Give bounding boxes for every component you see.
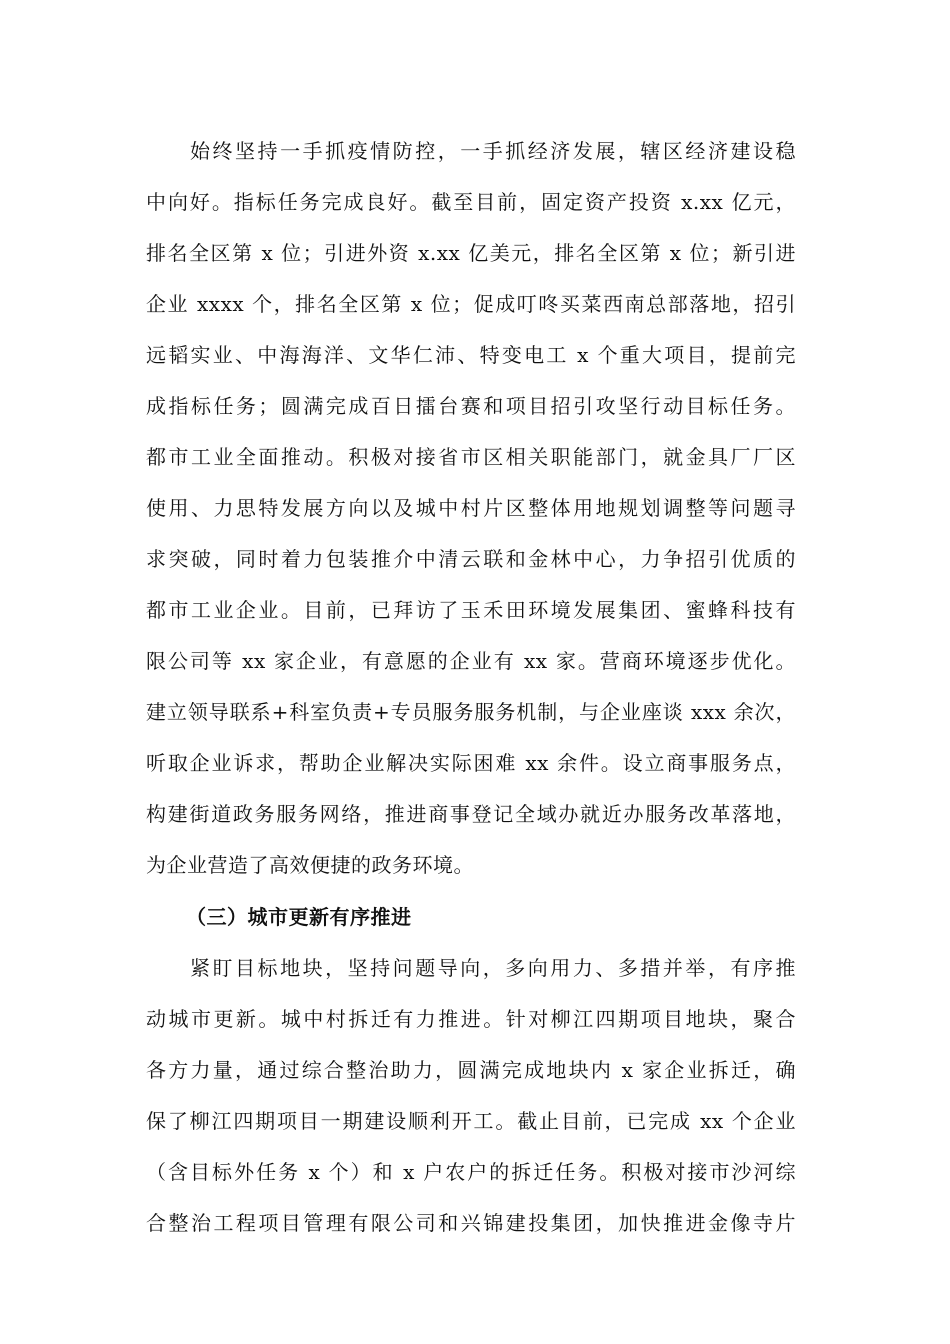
paragraph-line: 排名全区第 x 位；引进外资 x.xx 亿美元，排名全区第 x 位；新引进: [146, 241, 796, 265]
paragraph-line: 保了柳江四期项目一期建设顺利开工。截止目前，已完成 xx 个企业: [146, 1109, 796, 1133]
paragraph-line: （含目标外任务 x 个）和 x 户农户的拆迁任务。积极对接市沙河综: [146, 1160, 796, 1184]
paragraph-line: 为企业营造了高效便捷的政务环境。: [146, 853, 474, 877]
paragraph-line: 构建街道政务服务网络，推进商事登记全域办就近办服务改革落地，: [146, 802, 796, 826]
paragraph-line: 远韬实业、中海海洋、文华仁沛、特变电工 x 个重大项目，提前完: [146, 343, 796, 367]
paragraph-line: 限公司等 xx 家企业，有意愿的企业有 xx 家。营商环境逐步优化。: [146, 649, 796, 673]
paragraph-line: 合整治工程项目管理有限公司和兴锦建投集团，加快推进金像寺片: [146, 1211, 796, 1235]
paragraph-line: 动城市更新。城中村拆迁有力推进。针对柳江四期项目地块，聚合: [146, 1007, 796, 1031]
paragraph-line: 始终坚持一手抓疫情防控，一手抓经济发展，辖区经济建设稳: [190, 139, 796, 163]
paragraph-line: 求突破，同时着力包装推介中清云联和金林中心，力争招引优质的: [146, 547, 796, 571]
paragraph-line: 听取企业诉求，帮助企业解决实际困难 xx 余件。设立商事服务点，: [146, 751, 796, 775]
paragraph-line: 都市工业企业。目前，已拜访了玉禾田环境发展集团、蜜蜂科技有: [146, 598, 796, 622]
paragraph-line: 成指标任务；圆满完成百日擂台赛和项目招引攻坚行动目标任务。: [146, 394, 796, 418]
paragraph-line: 建立领导联系+科室负责+专员服务服务机制，与企业座谈 xxx 余次，: [146, 700, 796, 724]
paragraph-line: 紧盯目标地块，坚持问题导向，多向用力、多措并举，有序推: [190, 956, 796, 980]
section-heading: （三）城市更新有序推进: [186, 905, 412, 929]
paragraph-line: 各方力量，通过综合整治助力，圆满完成地块内 x 家企业拆迁，确: [146, 1058, 796, 1082]
paragraph-line: 企业 xxxx 个，排名全区第 x 位；促成叮咚买菜西南总部落地，招引: [146, 292, 796, 316]
paragraph-line: 中向好。指标任务完成良好。截至目前，固定资产投资 x.xx 亿元，: [146, 190, 796, 214]
paragraph-line: 使用、力思特发展方向以及城中村片区整体用地规划调整等问题寻: [146, 496, 796, 520]
paragraph-line: 都市工业全面推动。积极对接省市区相关职能部门，就金具厂厂区: [146, 445, 796, 469]
